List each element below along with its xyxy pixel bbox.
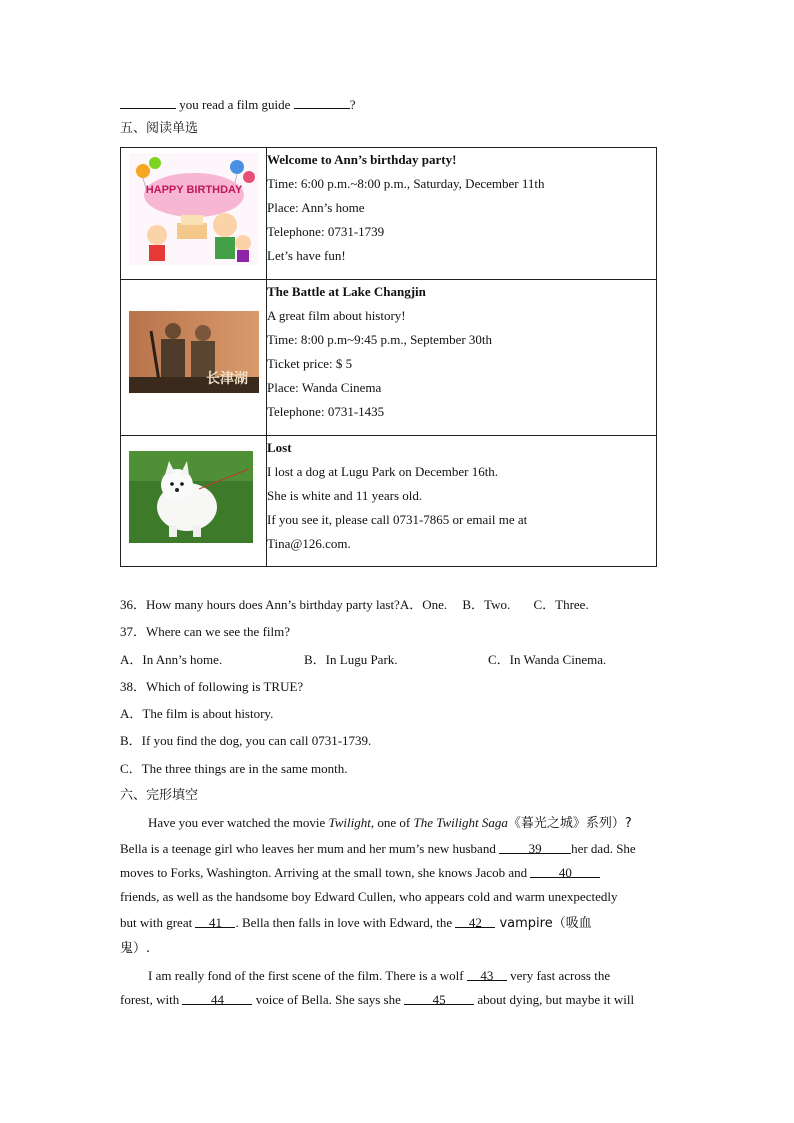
passage-line bbox=[148, 968, 610, 984]
notice-line: A great film about history! bbox=[267, 308, 406, 323]
soldiers-film-poster-icon bbox=[129, 311, 259, 393]
notice-line: Let’s have fun! bbox=[267, 248, 346, 263]
question-37-stem: 37．Where can we see the film? bbox=[120, 624, 291, 639]
option-c[interactable]: C．Three. bbox=[533, 597, 589, 612]
option-c[interactable]: C．In Wanda Cinema. bbox=[488, 652, 607, 667]
passage-line bbox=[120, 992, 634, 1008]
line-text: you read a film guide bbox=[179, 97, 291, 112]
text-cell bbox=[267, 436, 657, 567]
answer-blank bbox=[294, 96, 350, 109]
blank-44[interactable]: 44 bbox=[182, 992, 252, 1005]
blank-39[interactable]: 39 bbox=[499, 841, 571, 854]
passage-text: her dad. She bbox=[571, 841, 636, 856]
text-cell bbox=[267, 148, 657, 280]
section-title-cloze: 六、完形填空 bbox=[120, 788, 199, 803]
notice-line: Place: Ann’s home bbox=[267, 200, 365, 215]
passage-text: about dying, but maybe it will bbox=[474, 992, 635, 1007]
option-a[interactable]: A．One. bbox=[399, 597, 448, 612]
option-a[interactable]: A．The film is about history. bbox=[120, 706, 274, 721]
notice-line: Time: 6:00 p.m.~8:00 p.m., Saturday, December 11th bbox=[267, 176, 545, 191]
passage-text: . Bella then falls in love with Edward, the bbox=[235, 915, 456, 930]
passage-text: but with great bbox=[120, 915, 196, 930]
blank-43[interactable]: 43 bbox=[467, 968, 507, 981]
notice-line: If you see it, please call 0731-7865 or email me at bbox=[267, 512, 528, 527]
birthday-cartoon-icon bbox=[129, 153, 259, 265]
notice-line: She is white and 11 years old. bbox=[267, 488, 423, 503]
text-cell bbox=[267, 280, 657, 436]
table-row bbox=[121, 148, 657, 280]
passage-line bbox=[120, 841, 636, 857]
picture-cell bbox=[121, 148, 267, 280]
blank-42[interactable]: 42 bbox=[455, 915, 495, 928]
passage-line: 鬼）. bbox=[120, 941, 151, 956]
notice-line: Place: Wanda Cinema bbox=[267, 380, 382, 395]
passage-text: vampire（吸血 bbox=[495, 916, 592, 931]
notice-heading: The Battle at Lake Changjin bbox=[267, 284, 426, 299]
white-dog-photo-icon bbox=[129, 451, 253, 543]
notice-line: I lost a dog at Lugu Park on December 16th. bbox=[267, 464, 499, 479]
section-title-reading: 五、阅读单选 bbox=[120, 121, 199, 136]
passage-text: forest, with bbox=[120, 992, 183, 1007]
passage-line bbox=[120, 865, 600, 881]
option-c[interactable]: C．The three things are in the same month. bbox=[120, 761, 348, 776]
passage-line: friends, as well as the handsome boy Edward Cullen, who appears cold and warm unexpectedly bbox=[120, 889, 618, 904]
picture-text: HAPPY BIRTHDAY bbox=[145, 184, 243, 196]
question-36 bbox=[120, 597, 589, 613]
table-row bbox=[121, 280, 657, 436]
passage-line bbox=[120, 915, 592, 932]
notice-line: Tina@126.com. bbox=[267, 536, 351, 551]
passage-text: moves to Forks, Washington. Arriving at the small town, she knows Jacob and bbox=[120, 865, 531, 880]
notice-table bbox=[120, 147, 657, 567]
passage-text: very fast across the bbox=[506, 968, 611, 983]
option-b[interactable]: B．Two. bbox=[462, 597, 511, 612]
notice-line: Ticket price: $ 5 bbox=[267, 356, 353, 371]
passage-line bbox=[148, 815, 632, 832]
line-end: ? bbox=[349, 97, 356, 112]
passage-text: Have you ever watched the movie bbox=[148, 815, 329, 830]
passage-text: voice of Bella. She says she bbox=[252, 992, 405, 1007]
blank-41[interactable]: 41 bbox=[195, 915, 235, 928]
picture-cell bbox=[121, 280, 267, 436]
passage-text: 《暮光之城》系列）? bbox=[507, 816, 632, 831]
passage-text: Bella is a teenage girl who leaves her mum and her mum’s new husband bbox=[120, 841, 500, 856]
passage-text: , one of bbox=[370, 815, 414, 830]
answer-blank bbox=[120, 96, 176, 109]
option-b[interactable]: B．If you find the dog, you can call 0731-1739. bbox=[120, 733, 372, 748]
movie-title: Twilight bbox=[328, 815, 371, 830]
notice-heading: Lost bbox=[267, 440, 292, 455]
notice-line: Telephone: 0731-1435 bbox=[267, 404, 385, 419]
option-b[interactable]: B．In Lugu Park. bbox=[304, 652, 398, 667]
table-row bbox=[121, 436, 657, 567]
passage-text: I am really fond of the first scene of the film. There is a wolf bbox=[148, 968, 467, 983]
blank-45[interactable]: 45 bbox=[404, 992, 474, 1005]
question-38-stem: 38．Which of following is TRUE? bbox=[120, 679, 304, 694]
question-stem: 36．How many hours does Ann’s birthday party last? bbox=[120, 597, 400, 612]
notice-line: Time: 8:00 p.m~9:45 p.m., September 30th bbox=[267, 332, 493, 347]
fill-in-line bbox=[120, 96, 355, 113]
blank-40[interactable]: 40 bbox=[530, 865, 600, 878]
picture-cell bbox=[121, 436, 267, 567]
option-a[interactable]: A．In Ann’s home. bbox=[120, 652, 223, 667]
series-title: The Twilight Saga bbox=[413, 815, 508, 830]
picture-text: 长津湖 bbox=[206, 371, 248, 387]
notice-line: Telephone: 0731-1739 bbox=[267, 224, 385, 239]
notice-heading: Welcome to Ann’s birthday party! bbox=[267, 152, 457, 167]
